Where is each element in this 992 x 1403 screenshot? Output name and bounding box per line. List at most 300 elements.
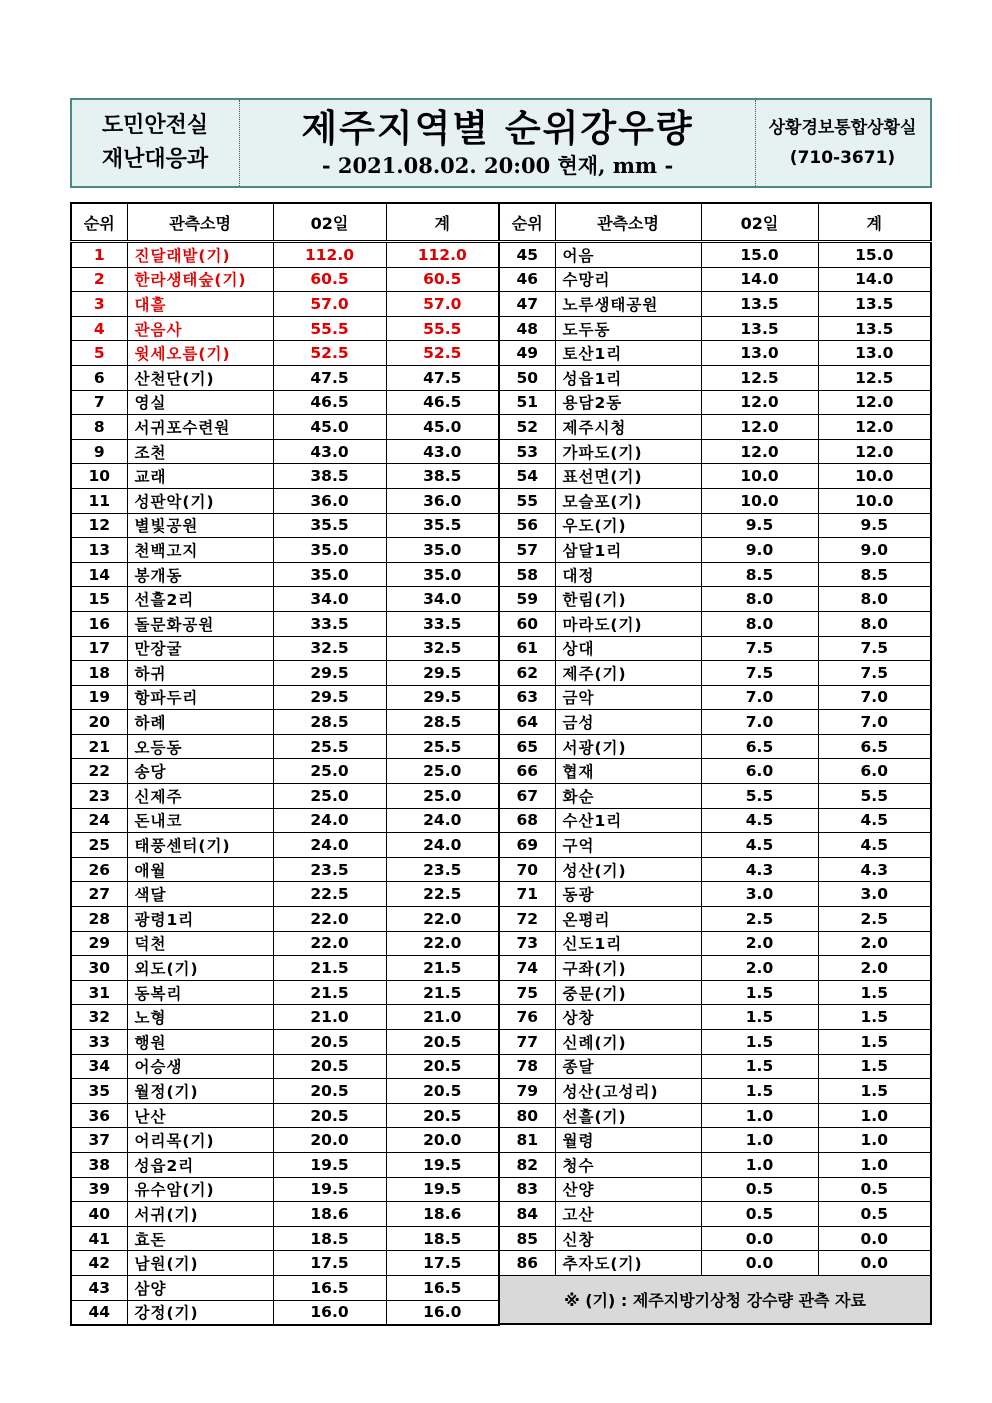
total-value-cell: 24.0 — [386, 808, 499, 833]
day-value-cell: 45.0 — [273, 415, 386, 440]
rank-cell: 48 — [499, 316, 555, 341]
rank-cell: 81 — [499, 1128, 555, 1153]
table-row — [499, 611, 931, 636]
station-cell: 교래 — [127, 464, 273, 489]
rank-cell: 21 — [71, 734, 127, 759]
department-box — [72, 100, 238, 186]
station-cell: 색달 — [127, 882, 273, 907]
rank-cell: 29 — [71, 931, 127, 956]
day-value-cell: 4.5 — [701, 808, 818, 833]
rank-cell: 66 — [499, 759, 555, 784]
total-value-cell: 23.5 — [386, 857, 499, 882]
day-value-cell: 1.5 — [701, 980, 818, 1005]
col-rank-header: 순위 — [499, 203, 555, 242]
day-value-cell: 7.5 — [701, 636, 818, 661]
department-line-1: 도민안전실 — [101, 113, 209, 138]
day-value-cell: 2.5 — [701, 907, 818, 932]
total-value-cell: 6.0 — [818, 759, 931, 784]
table-row — [499, 636, 931, 661]
day-value-cell: 22.0 — [273, 931, 386, 956]
total-value-cell: 57.0 — [386, 292, 499, 317]
rank-cell: 83 — [499, 1177, 555, 1202]
station-cell: 산양 — [555, 1177, 701, 1202]
total-value-cell: 13.5 — [818, 292, 931, 317]
day-value-cell: 1.5 — [701, 1005, 818, 1030]
rank-cell: 8 — [71, 415, 127, 440]
table-row — [71, 415, 499, 440]
total-value-cell: 8.0 — [818, 611, 931, 636]
total-value-cell: 112.0 — [386, 242, 499, 268]
rank-cell: 86 — [499, 1251, 555, 1276]
source-note: ※ (기) : 제주지방기상청 강수량 관측 자료 — [499, 1275, 931, 1324]
day-value-cell: 12.0 — [701, 415, 818, 440]
col-day-header: 02일 — [701, 203, 818, 242]
station-cell: 종달 — [555, 1054, 701, 1079]
day-value-cell: 8.5 — [701, 562, 818, 587]
rank-cell: 45 — [499, 242, 555, 268]
day-value-cell: 24.0 — [273, 808, 386, 833]
day-value-cell: 43.0 — [273, 439, 386, 464]
table-row — [499, 242, 931, 268]
day-value-cell: 36.0 — [273, 488, 386, 513]
rank-cell: 1 — [71, 242, 127, 268]
total-value-cell: 7.5 — [818, 636, 931, 661]
table-row — [499, 956, 931, 981]
station-cell: 도두동 — [555, 316, 701, 341]
total-value-cell: 2.0 — [818, 956, 931, 981]
station-cell: 제주(기) — [555, 661, 701, 686]
table-row — [499, 833, 931, 858]
day-value-cell: 20.5 — [273, 1079, 386, 1104]
table-row — [499, 390, 931, 415]
station-cell: 중문(기) — [555, 980, 701, 1005]
station-cell: 윗세오름(기) — [127, 341, 273, 366]
station-cell: 수망리 — [555, 267, 701, 292]
total-value-cell: 24.0 — [386, 833, 499, 858]
rank-cell: 2 — [71, 267, 127, 292]
total-value-cell: 17.5 — [386, 1251, 499, 1276]
report-subtitle: - 2021.08.02. 20:00 현재, mm - — [321, 153, 674, 178]
station-cell: 금성 — [555, 710, 701, 735]
total-value-cell: 7.5 — [818, 661, 931, 686]
center-name: 상황경보통합상황실 — [768, 118, 917, 138]
rank-cell: 40 — [71, 1202, 127, 1227]
total-value-cell: 0.0 — [818, 1251, 931, 1276]
rank-cell: 30 — [71, 956, 127, 981]
table-row — [499, 1103, 931, 1128]
day-value-cell: 25.0 — [273, 784, 386, 809]
rank-cell: 63 — [499, 685, 555, 710]
total-value-cell: 47.5 — [386, 365, 499, 390]
table-row — [71, 1005, 499, 1030]
day-value-cell: 10.0 — [701, 488, 818, 513]
table-row — [499, 292, 931, 317]
station-cell: 유수암(기) — [127, 1177, 273, 1202]
table-row — [71, 488, 499, 513]
table-row — [71, 1275, 499, 1300]
total-value-cell: 16.5 — [386, 1275, 499, 1300]
day-value-cell: 19.5 — [273, 1177, 386, 1202]
station-cell: 천백고지 — [127, 538, 273, 563]
total-value-cell: 2.5 — [818, 907, 931, 932]
day-value-cell: 21.5 — [273, 980, 386, 1005]
rank-cell: 11 — [71, 488, 127, 513]
rank-cell: 35 — [71, 1079, 127, 1104]
rank-cell: 78 — [499, 1054, 555, 1079]
table-row — [71, 956, 499, 981]
table-row — [499, 784, 931, 809]
total-value-cell: 1.5 — [818, 1030, 931, 1055]
day-value-cell: 4.3 — [701, 857, 818, 882]
day-value-cell: 16.0 — [273, 1300, 386, 1325]
rank-cell: 76 — [499, 1005, 555, 1030]
rank-cell: 65 — [499, 734, 555, 759]
day-value-cell: 24.0 — [273, 833, 386, 858]
table-row — [71, 857, 499, 882]
rank-cell: 19 — [71, 685, 127, 710]
day-value-cell: 2.0 — [701, 931, 818, 956]
table-row — [499, 1177, 931, 1202]
day-value-cell: 9.0 — [701, 538, 818, 563]
total-value-cell: 38.5 — [386, 464, 499, 489]
rainfall-table-left — [70, 202, 500, 1326]
table-row — [71, 661, 499, 686]
station-cell: 돌문화공원 — [127, 611, 273, 636]
station-cell: 동광 — [555, 882, 701, 907]
rank-cell: 34 — [71, 1054, 127, 1079]
rank-cell: 31 — [71, 980, 127, 1005]
rank-cell: 37 — [71, 1128, 127, 1153]
day-value-cell: 12.0 — [701, 390, 818, 415]
col-day-header: 02일 — [273, 203, 386, 242]
station-cell: 토산1리 — [555, 341, 701, 366]
station-cell: 구억 — [555, 833, 701, 858]
table-row — [499, 538, 931, 563]
station-cell: 표선면(기) — [555, 464, 701, 489]
total-value-cell: 55.5 — [386, 316, 499, 341]
rank-cell: 43 — [71, 1275, 127, 1300]
total-value-cell: 1.5 — [818, 980, 931, 1005]
rank-cell: 41 — [71, 1226, 127, 1251]
day-value-cell: 20.5 — [273, 1030, 386, 1055]
table-row — [499, 1128, 931, 1153]
table-row — [499, 1226, 931, 1251]
day-value-cell: 9.5 — [701, 513, 818, 538]
table-row — [71, 1251, 499, 1276]
station-cell: 관음사 — [127, 316, 273, 341]
station-cell: 금악 — [555, 685, 701, 710]
rank-cell: 17 — [71, 636, 127, 661]
station-cell: 오등동 — [127, 734, 273, 759]
day-value-cell: 1.5 — [701, 1030, 818, 1055]
table-row — [71, 931, 499, 956]
total-value-cell: 21.0 — [386, 1005, 499, 1030]
day-value-cell: 47.5 — [273, 365, 386, 390]
day-value-cell: 32.5 — [273, 636, 386, 661]
total-value-cell: 1.5 — [818, 1079, 931, 1104]
day-value-cell: 3.0 — [701, 882, 818, 907]
table-header-row — [499, 203, 931, 242]
rank-cell: 15 — [71, 587, 127, 612]
total-value-cell: 20.5 — [386, 1054, 499, 1079]
day-value-cell: 21.5 — [273, 956, 386, 981]
table-row — [71, 907, 499, 932]
total-value-cell: 21.5 — [386, 980, 499, 1005]
table-row — [71, 390, 499, 415]
total-value-cell: 9.5 — [818, 513, 931, 538]
rank-cell: 42 — [71, 1251, 127, 1276]
rank-cell: 36 — [71, 1103, 127, 1128]
day-value-cell: 12.0 — [701, 439, 818, 464]
day-value-cell: 1.5 — [701, 1054, 818, 1079]
total-value-cell: 20.5 — [386, 1079, 499, 1104]
station-cell: 신도1리 — [555, 931, 701, 956]
station-cell: 삼달1리 — [555, 538, 701, 563]
table-row — [71, 587, 499, 612]
day-value-cell: 25.0 — [273, 759, 386, 784]
table-row — [499, 1079, 931, 1104]
station-cell: 성산(기) — [555, 857, 701, 882]
total-value-cell: 43.0 — [386, 439, 499, 464]
table-row — [71, 1152, 499, 1177]
day-value-cell: 38.5 — [273, 464, 386, 489]
station-cell: 항파두리 — [127, 685, 273, 710]
rank-cell: 52 — [499, 415, 555, 440]
table-row — [71, 1103, 499, 1128]
total-value-cell: 4.3 — [818, 857, 931, 882]
total-value-cell: 16.0 — [386, 1300, 499, 1325]
day-value-cell: 13.5 — [701, 316, 818, 341]
day-value-cell: 17.5 — [273, 1251, 386, 1276]
station-cell: 월령 — [555, 1128, 701, 1153]
total-value-cell: 19.5 — [386, 1177, 499, 1202]
day-value-cell: 7.0 — [701, 685, 818, 710]
table-row — [499, 980, 931, 1005]
day-value-cell: 14.0 — [701, 267, 818, 292]
total-value-cell: 1.0 — [818, 1128, 931, 1153]
total-value-cell: 12.0 — [818, 390, 931, 415]
station-cell: 한림(기) — [555, 587, 701, 612]
rank-cell: 39 — [71, 1177, 127, 1202]
total-value-cell: 36.0 — [386, 488, 499, 513]
rank-cell: 49 — [499, 341, 555, 366]
day-value-cell: 33.5 — [273, 611, 386, 636]
table-row — [499, 464, 931, 489]
station-cell: 별빛공원 — [127, 513, 273, 538]
day-value-cell: 0.5 — [701, 1202, 818, 1227]
total-value-cell: 4.5 — [818, 833, 931, 858]
table-row — [499, 316, 931, 341]
table-row — [71, 538, 499, 563]
total-value-cell: 20.5 — [386, 1030, 499, 1055]
table-row — [499, 439, 931, 464]
total-value-cell: 7.0 — [818, 685, 931, 710]
rainfall-table-right — [498, 202, 932, 1325]
total-value-cell: 2.0 — [818, 931, 931, 956]
table-row — [71, 734, 499, 759]
rank-cell: 73 — [499, 931, 555, 956]
total-value-cell: 1.5 — [818, 1054, 931, 1079]
total-value-cell: 8.0 — [818, 587, 931, 612]
rank-cell: 72 — [499, 907, 555, 932]
total-value-cell: 35.0 — [386, 562, 499, 587]
table-row — [499, 365, 931, 390]
rank-cell: 18 — [71, 661, 127, 686]
total-value-cell: 45.0 — [386, 415, 499, 440]
total-value-cell: 0.5 — [818, 1177, 931, 1202]
day-value-cell: 57.0 — [273, 292, 386, 317]
day-value-cell: 1.0 — [701, 1152, 818, 1177]
table-row — [71, 882, 499, 907]
station-cell: 신창 — [555, 1226, 701, 1251]
table-row — [499, 685, 931, 710]
station-cell: 신제주 — [127, 784, 273, 809]
rank-cell: 71 — [499, 882, 555, 907]
station-cell: 성읍1리 — [555, 365, 701, 390]
station-cell: 덕천 — [127, 931, 273, 956]
rank-cell: 3 — [71, 292, 127, 317]
rank-cell: 23 — [71, 784, 127, 809]
station-cell: 우도(기) — [555, 513, 701, 538]
table-row — [499, 341, 931, 366]
day-value-cell: 1.0 — [701, 1128, 818, 1153]
day-value-cell: 25.5 — [273, 734, 386, 759]
rank-cell: 53 — [499, 439, 555, 464]
total-value-cell: 9.0 — [818, 538, 931, 563]
day-value-cell: 34.0 — [273, 587, 386, 612]
day-value-cell: 6.5 — [701, 734, 818, 759]
day-value-cell: 112.0 — [273, 242, 386, 268]
total-value-cell: 13.5 — [818, 316, 931, 341]
station-cell: 추자도(기) — [555, 1251, 701, 1276]
total-value-cell: 18.6 — [386, 1202, 499, 1227]
total-value-cell: 10.0 — [818, 488, 931, 513]
station-cell: 월정(기) — [127, 1079, 273, 1104]
total-value-cell: 28.5 — [386, 710, 499, 735]
station-cell: 광령1리 — [127, 907, 273, 932]
rank-cell: 60 — [499, 611, 555, 636]
table-row — [499, 513, 931, 538]
rank-cell: 70 — [499, 857, 555, 882]
rank-cell: 54 — [499, 464, 555, 489]
total-value-cell: 25.0 — [386, 759, 499, 784]
station-cell: 남원(기) — [127, 1251, 273, 1276]
day-value-cell: 0.5 — [701, 1177, 818, 1202]
day-value-cell: 0.0 — [701, 1226, 818, 1251]
total-value-cell: 21.5 — [386, 956, 499, 981]
total-value-cell: 0.5 — [818, 1202, 931, 1227]
total-value-cell: 14.0 — [818, 267, 931, 292]
table-row — [499, 931, 931, 956]
table-row — [71, 808, 499, 833]
day-value-cell: 20.0 — [273, 1128, 386, 1153]
total-value-cell: 22.0 — [386, 931, 499, 956]
day-value-cell: 20.5 — [273, 1103, 386, 1128]
table-row — [71, 1300, 499, 1325]
day-value-cell: 8.0 — [701, 587, 818, 612]
station-cell: 하례 — [127, 710, 273, 735]
day-value-cell: 46.5 — [273, 390, 386, 415]
col-total-header: 계 — [818, 203, 931, 242]
table-row — [71, 341, 499, 366]
department-line-2: 재난대응과 — [101, 147, 209, 172]
col-rank-header: 순위 — [71, 203, 127, 242]
total-value-cell: 1.0 — [818, 1152, 931, 1177]
day-value-cell: 22.0 — [273, 907, 386, 932]
rank-cell: 4 — [71, 316, 127, 341]
station-cell: 행원 — [127, 1030, 273, 1055]
rank-cell: 77 — [499, 1030, 555, 1055]
day-value-cell: 35.0 — [273, 538, 386, 563]
day-value-cell: 29.5 — [273, 685, 386, 710]
table-row — [71, 759, 499, 784]
total-value-cell: 29.5 — [386, 661, 499, 686]
table-row — [71, 1202, 499, 1227]
total-value-cell: 3.0 — [818, 882, 931, 907]
table-row — [499, 734, 931, 759]
day-value-cell: 23.5 — [273, 857, 386, 882]
table-row — [71, 1030, 499, 1055]
day-value-cell: 7.0 — [701, 710, 818, 735]
total-value-cell: 33.5 — [386, 611, 499, 636]
station-cell: 용담2동 — [555, 390, 701, 415]
rank-cell: 50 — [499, 365, 555, 390]
rank-cell: 59 — [499, 587, 555, 612]
table-row — [71, 833, 499, 858]
day-value-cell: 60.5 — [273, 267, 386, 292]
day-value-cell: 2.0 — [701, 956, 818, 981]
rank-cell: 26 — [71, 857, 127, 882]
station-cell: 강정(기) — [127, 1300, 273, 1325]
table-row — [499, 1251, 931, 1276]
station-cell: 대흘 — [127, 292, 273, 317]
station-cell: 협재 — [555, 759, 701, 784]
rank-cell: 38 — [71, 1152, 127, 1177]
rank-cell: 69 — [499, 833, 555, 858]
col-station-header: 관측소명 — [127, 203, 273, 242]
day-value-cell: 15.0 — [701, 242, 818, 268]
rank-cell: 32 — [71, 1005, 127, 1030]
table-row — [499, 1030, 931, 1055]
total-value-cell: 52.5 — [386, 341, 499, 366]
total-value-cell: 6.5 — [818, 734, 931, 759]
day-value-cell: 12.5 — [701, 365, 818, 390]
rank-cell: 9 — [71, 439, 127, 464]
rank-cell: 56 — [499, 513, 555, 538]
table-row — [499, 1202, 931, 1227]
station-cell: 수산1리 — [555, 808, 701, 833]
report-title: 제주지역별 순위강우량 — [301, 107, 694, 150]
station-cell: 만장굴 — [127, 636, 273, 661]
total-value-cell: 7.0 — [818, 710, 931, 735]
day-value-cell: 19.5 — [273, 1152, 386, 1177]
report-header — [70, 98, 932, 188]
table-header-row — [71, 203, 499, 242]
table-row — [71, 464, 499, 489]
day-value-cell: 55.5 — [273, 316, 386, 341]
total-value-cell: 22.5 — [386, 882, 499, 907]
day-value-cell: 18.6 — [273, 1202, 386, 1227]
day-value-cell: 35.0 — [273, 562, 386, 587]
table-row — [499, 882, 931, 907]
day-value-cell: 4.5 — [701, 833, 818, 858]
table-row — [499, 661, 931, 686]
rank-cell: 44 — [71, 1300, 127, 1325]
day-value-cell: 18.5 — [273, 1226, 386, 1251]
total-value-cell: 25.5 — [386, 734, 499, 759]
station-cell: 어음 — [555, 242, 701, 268]
station-cell: 서귀(기) — [127, 1202, 273, 1227]
